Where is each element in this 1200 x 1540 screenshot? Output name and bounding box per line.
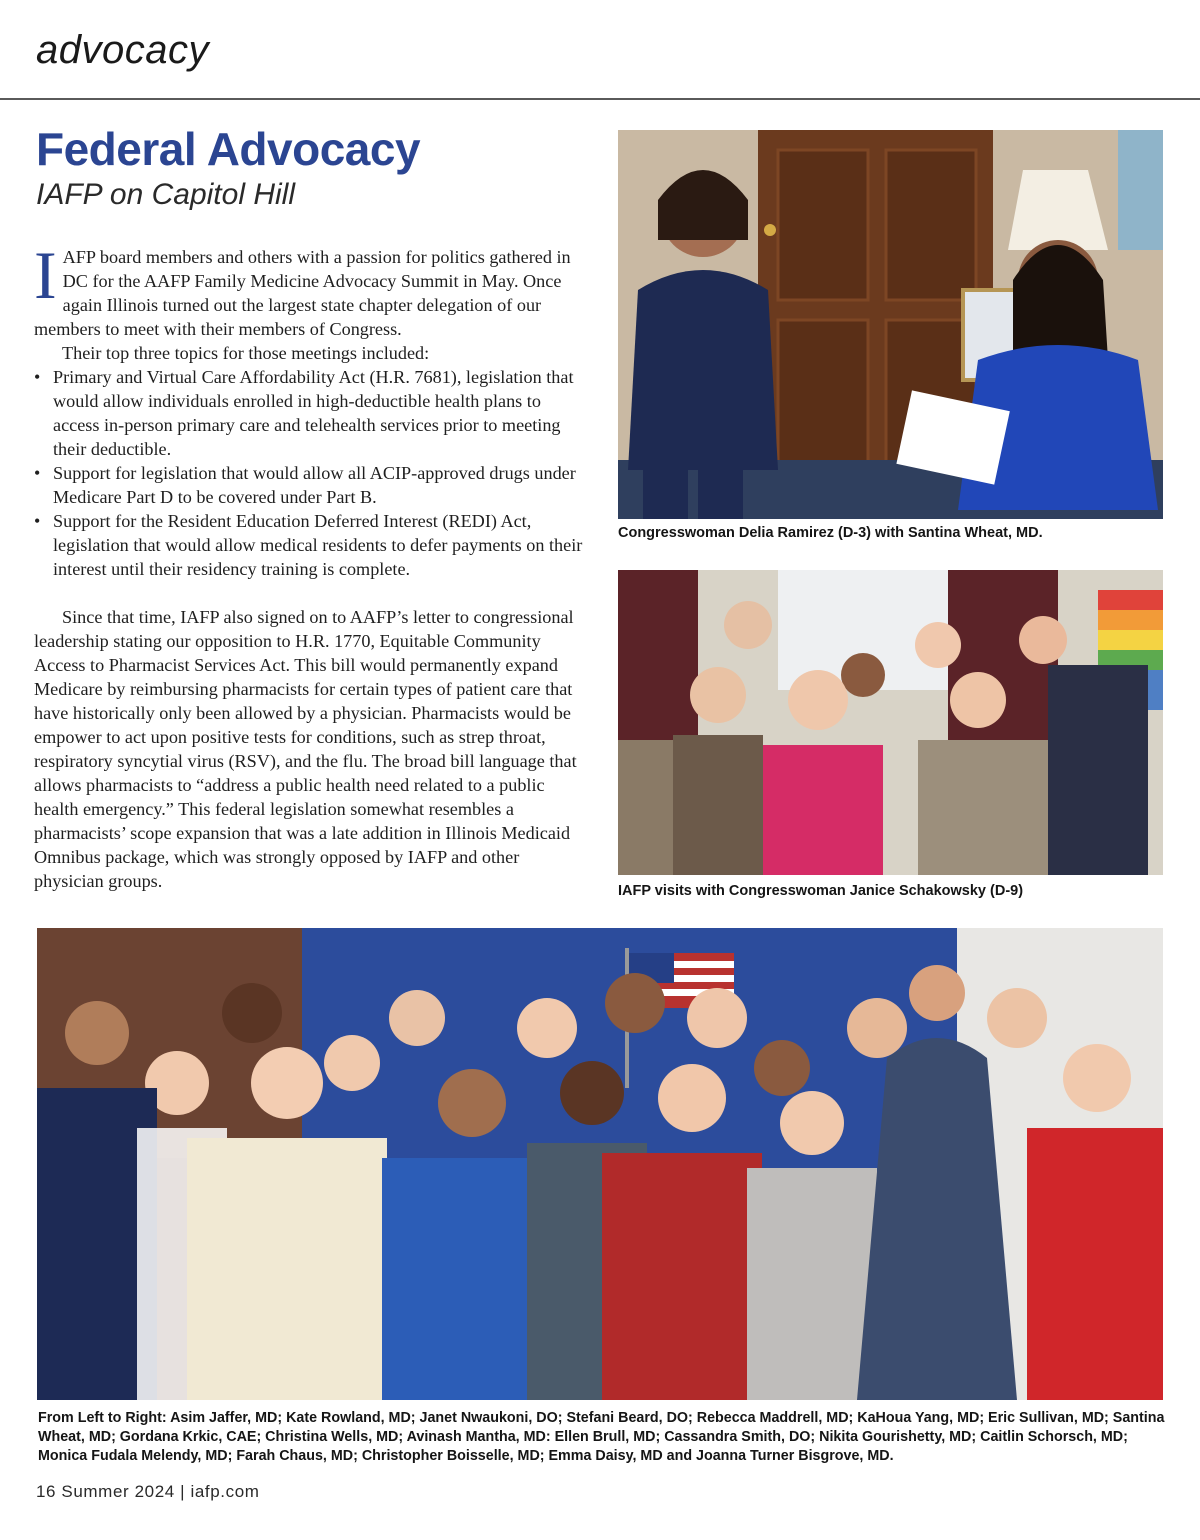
- section-tag: advocacy: [36, 28, 209, 72]
- intro-text: AFP board members and others with a passion for politics gathered in DC for the AAFP Family Medicine Advocacy Summit in May. Once again Illinois turned out the largest state chapter delegation of our members to meet with their members of Congress.: [34, 247, 571, 339]
- article-title: Federal Advocacy: [36, 123, 421, 175]
- topics-list: [34, 365, 590, 581]
- drop-cap: I: [34, 237, 57, 313]
- article-subtitle: IAFP on Capitol Hill: [36, 178, 295, 211]
- group-photo-caption: From Left to Right: Asim Jaffer, MD; Kate Rowland, MD; Janet Nwaukoni, DO; Stefani Beard, DO; Rebecca Maddrell, MD; KaHoua Yang, MD; Eric Sullivan, MD; Santina Wheat, MD; Gordana Krkic, CAE; Christina Wells, MD; Avinash Mantha, MD: Ellen Brull, MD; Cassandra Smith, DO; Nikita Gourishetty, MD; Caitlin Schorsch, MD; Monica Fudala Melendy, MD; Farah Chaus, MD; Christopher Boisselle, MD; Emma Daisy, MD and Joanna Turner Bisgrove, MD.: [38, 1410, 1165, 1464]
- list-item: • Primary and Virtual Care Affordability Act (H.R. 7681), legislation that would allow individuals enrolled in high-deductible health plans to access in-person primary care and telehealth services prior to meeting their deductible.: [34, 365, 590, 461]
- list-item: • Support for legislation that would allow all ACIP-approved drugs under Medicare Part D to be covered under Part B.: [34, 461, 590, 509]
- photo-schakowsky-visit: [618, 570, 1163, 875]
- page-footer: 16 Summer 2024 | iafp.com: [36, 1482, 260, 1501]
- intro-paragraph: [34, 237, 590, 341]
- photo2-caption: IAFP visits with Congresswoman Janice Schakowsky (D-9): [618, 883, 1024, 899]
- header-divider: [0, 98, 1200, 100]
- list-item: • Support for the Resident Education Deferred Interest (REDI) Act, legislation that would allow medical residents to defer payments on their interest until their residency training is complete.: [34, 509, 590, 581]
- topics-intro: Their top three topics for those meetings included:: [62, 343, 430, 363]
- article-body: [34, 237, 590, 893]
- photo-group-delegation: [37, 928, 1163, 1400]
- photo1-caption: Congresswoman Delia Ramirez (D-3) with Santina Wheat, MD.: [618, 525, 1043, 541]
- photo-ramirez-meeting: [618, 130, 1163, 519]
- body-paragraph: Since that time, IAFP also signed on to AAFP’s letter to congressional leadership stating our opposition to H.R. 1770, Equitable Community Access to Pharmacist Services Act. This bill would permanently expand Medicare by reimbursing pharmacists for certain types of patient care that have historically only been allowed by a physician. Pharmacists would be empower to act upon positive tests for conditions, such as strep throat, respiratory syncytial virus (RSV), and the flu. The broad bill language that allows pharmacists to “address a public health need related to a public health emergency.” This federal legislation somewhat resembles a pharmacists’ scope expansion that was a late addition in Illinois Medicaid Omnibus package, which was strongly opposed by IAFP and other physician groups.: [34, 607, 577, 891]
